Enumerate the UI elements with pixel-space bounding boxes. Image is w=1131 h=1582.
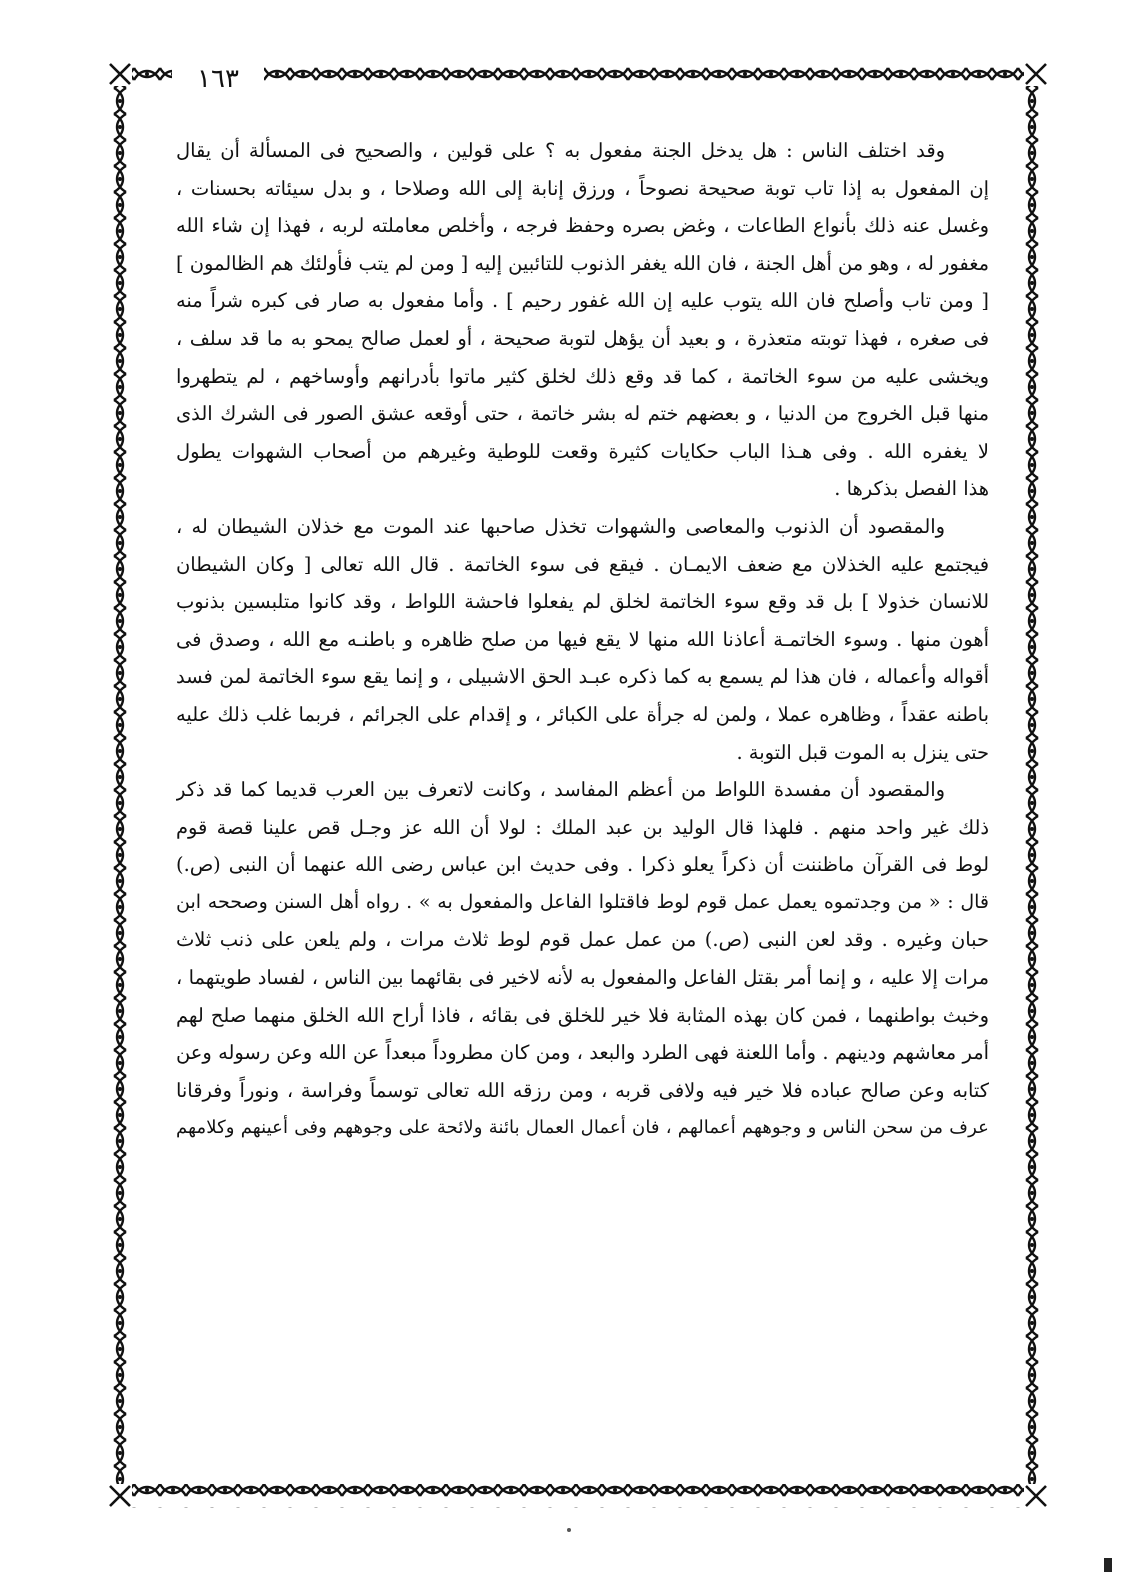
page-number: ١٦٣ — [172, 62, 264, 96]
text-line: مرات إلا عليه ، و إنما أمر بقتل الفاعل والمفعول به لأنه لاخير فى بقائهما بين الناس ، لفساد طويتهما ، — [176, 966, 989, 990]
text-line: كتابه وعن صالح عباده فلا خير فيه ولافى قربه ، ومن رزقه الله تعالى توسماً وفراسة ، ونوراً وفرقانا — [176, 1078, 989, 1102]
text-line: وخبث بواطنهما ، فمن كان بهذه المثابة فلا خير للخلق فى بقائه ، فاذا أراح الله الخلق منهما صلح لهم — [176, 1003, 989, 1027]
text-line: لوط فى القرآن ماظننت أن ذكراً يعلو ذكرا . وفى حديث ابن عباس رضى الله عنهما أن النبى (ص.) — [176, 853, 989, 877]
text-line: لا يغفره الله . وفى هـذا الباب حكايات كثيرة وقعت للوطية وغيرهم من أصحاب الشهوات يطول — [176, 439, 989, 463]
text-line: ويخشى عليه من سوء الخاتمة ، كما قد وقع ذلك لخلق كثير ماتوا بأدرانهم وأوساخهم ، لم يتطهروا — [176, 364, 989, 388]
text-line: [ ومن تاب وأصلح فان الله يتوب عليه إن الله غفور رحيم ] . وأما مفعول به صار فى كبره شراً منه — [176, 289, 989, 313]
text-line: هذا الفصل بذكرها . — [834, 477, 989, 501]
text-line: إن المفعول به إذا تاب توبة صحيحة نصوحاً ، ورزق إنابة إلى الله وصلاحا ، و بدل سيئاته بحسنات ، — [176, 176, 989, 200]
stray-dot — [567, 1528, 571, 1532]
text-line: ذلك غير واحد منهم . فلهذا قال الوليد بن عبد الملك : لولا أن الله عز وجـل قص علينا قصة قوم — [176, 815, 989, 839]
body-text — [176, 132, 989, 1472]
text-line: مغفور له ، وهو من أهل الجنة ، فان الله يغفر الذنوب للتائبين إليه [ ومن لم يتب فأولئك هم الظالمون ] — [176, 251, 989, 275]
text-line: عرف من سحن الناس و وجوههم أعمالهم ، فان أعمال العمال بائنة ولائحة على وجوههم وفى أعينهم وكلامهم — [176, 1117, 989, 1139]
text-line: باطنه عقداً ، وظاهره عملا ، ولمن له جرأة على الكبائر ، و إقدام على الجرائم ، فربما غلب ذلك عليه — [176, 702, 989, 726]
text-line: أهون منها . وسوء الخاتمـة أعاذنا الله منها لا يقع فيها من صلح ظاهره و باطنـه مع الله ، وصدق فى — [176, 627, 989, 651]
scan-edge-mark — [1104, 1558, 1112, 1572]
text-line: والمقصود أن مفسدة اللواط من أعظم المفاسد ، وكانت لاتعرف بين العرب قديما كما قد ذكر — [176, 778, 945, 802]
text-line: وقد اختلف الناس : هل يدخل الجنة مفعول به ؟ على قولين ، والصحيح فى المسألة أن يقال — [176, 139, 945, 162]
text-line: للانسان خذولا ] بل قد وقع سوء الخاتمة لخلق لم يفعلوا فاحشة اللواط ، وقد كانوا متلبسين بذنوب — [176, 590, 989, 614]
text-line: والمقصود أن الذنوب والمعاصى والشهوات تخذل صاحبها عند الموت مع خذلان الشيطان له ، — [176, 514, 945, 538]
text-line: حتى ينزل به الموت قبل التوبة . — [736, 740, 989, 764]
text-line: وغسل عنه ذلك بأنواع الطاعات ، وغض بصره وحفظ فرجه ، وأخلص معاملته لربه ، فهذا إن شاء الله — [176, 214, 989, 238]
text-line: منها قبل الخروج من الدنيا ، و بعضهم ختم له بشر خاتمة ، حتى أوقعه عشق الصور فى الشرك الذى — [176, 402, 989, 426]
text-line: أمر معاشهم ودينهم . وأما اللعنة فهى الطرد والبعد ، ومن كان مطروداً مبعداً عن الله وعن رسوله وعن — [176, 1041, 989, 1065]
text-line: حبان وغيره . وقد لعن النبى (ص.) من عمل عمل قوم لوط ثلاث مرات ، ولم يلعن على ذنب ثلاث — [176, 928, 989, 952]
text-line: قال : « من وجدتموه يعمل عمل قوم لوط فاقتلوا الفاعل والمفعول به » . رواه أهل السنن وصححه ابن — [176, 890, 989, 913]
text-line: أقواله وأعماله ، فان هذا لم يسمع به كما ذكره عبـد الحق الاشبيلى ، و إنما يقع سوء الخاتمة لمن فسد — [176, 665, 989, 689]
text-line: فيجتمع عليه الخذلان مع ضعف الايمـان . فيقع فى سوء الخاتمة . قال الله تعالى [ وكان الشيطان — [176, 552, 989, 576]
text-line: فى صغره ، فهذا توبته متعذرة ، و بعيد أن يؤهل لتوبة صحيحة ، أو لعمل صالح يمحو به ما قد سلف ، — [176, 326, 989, 350]
